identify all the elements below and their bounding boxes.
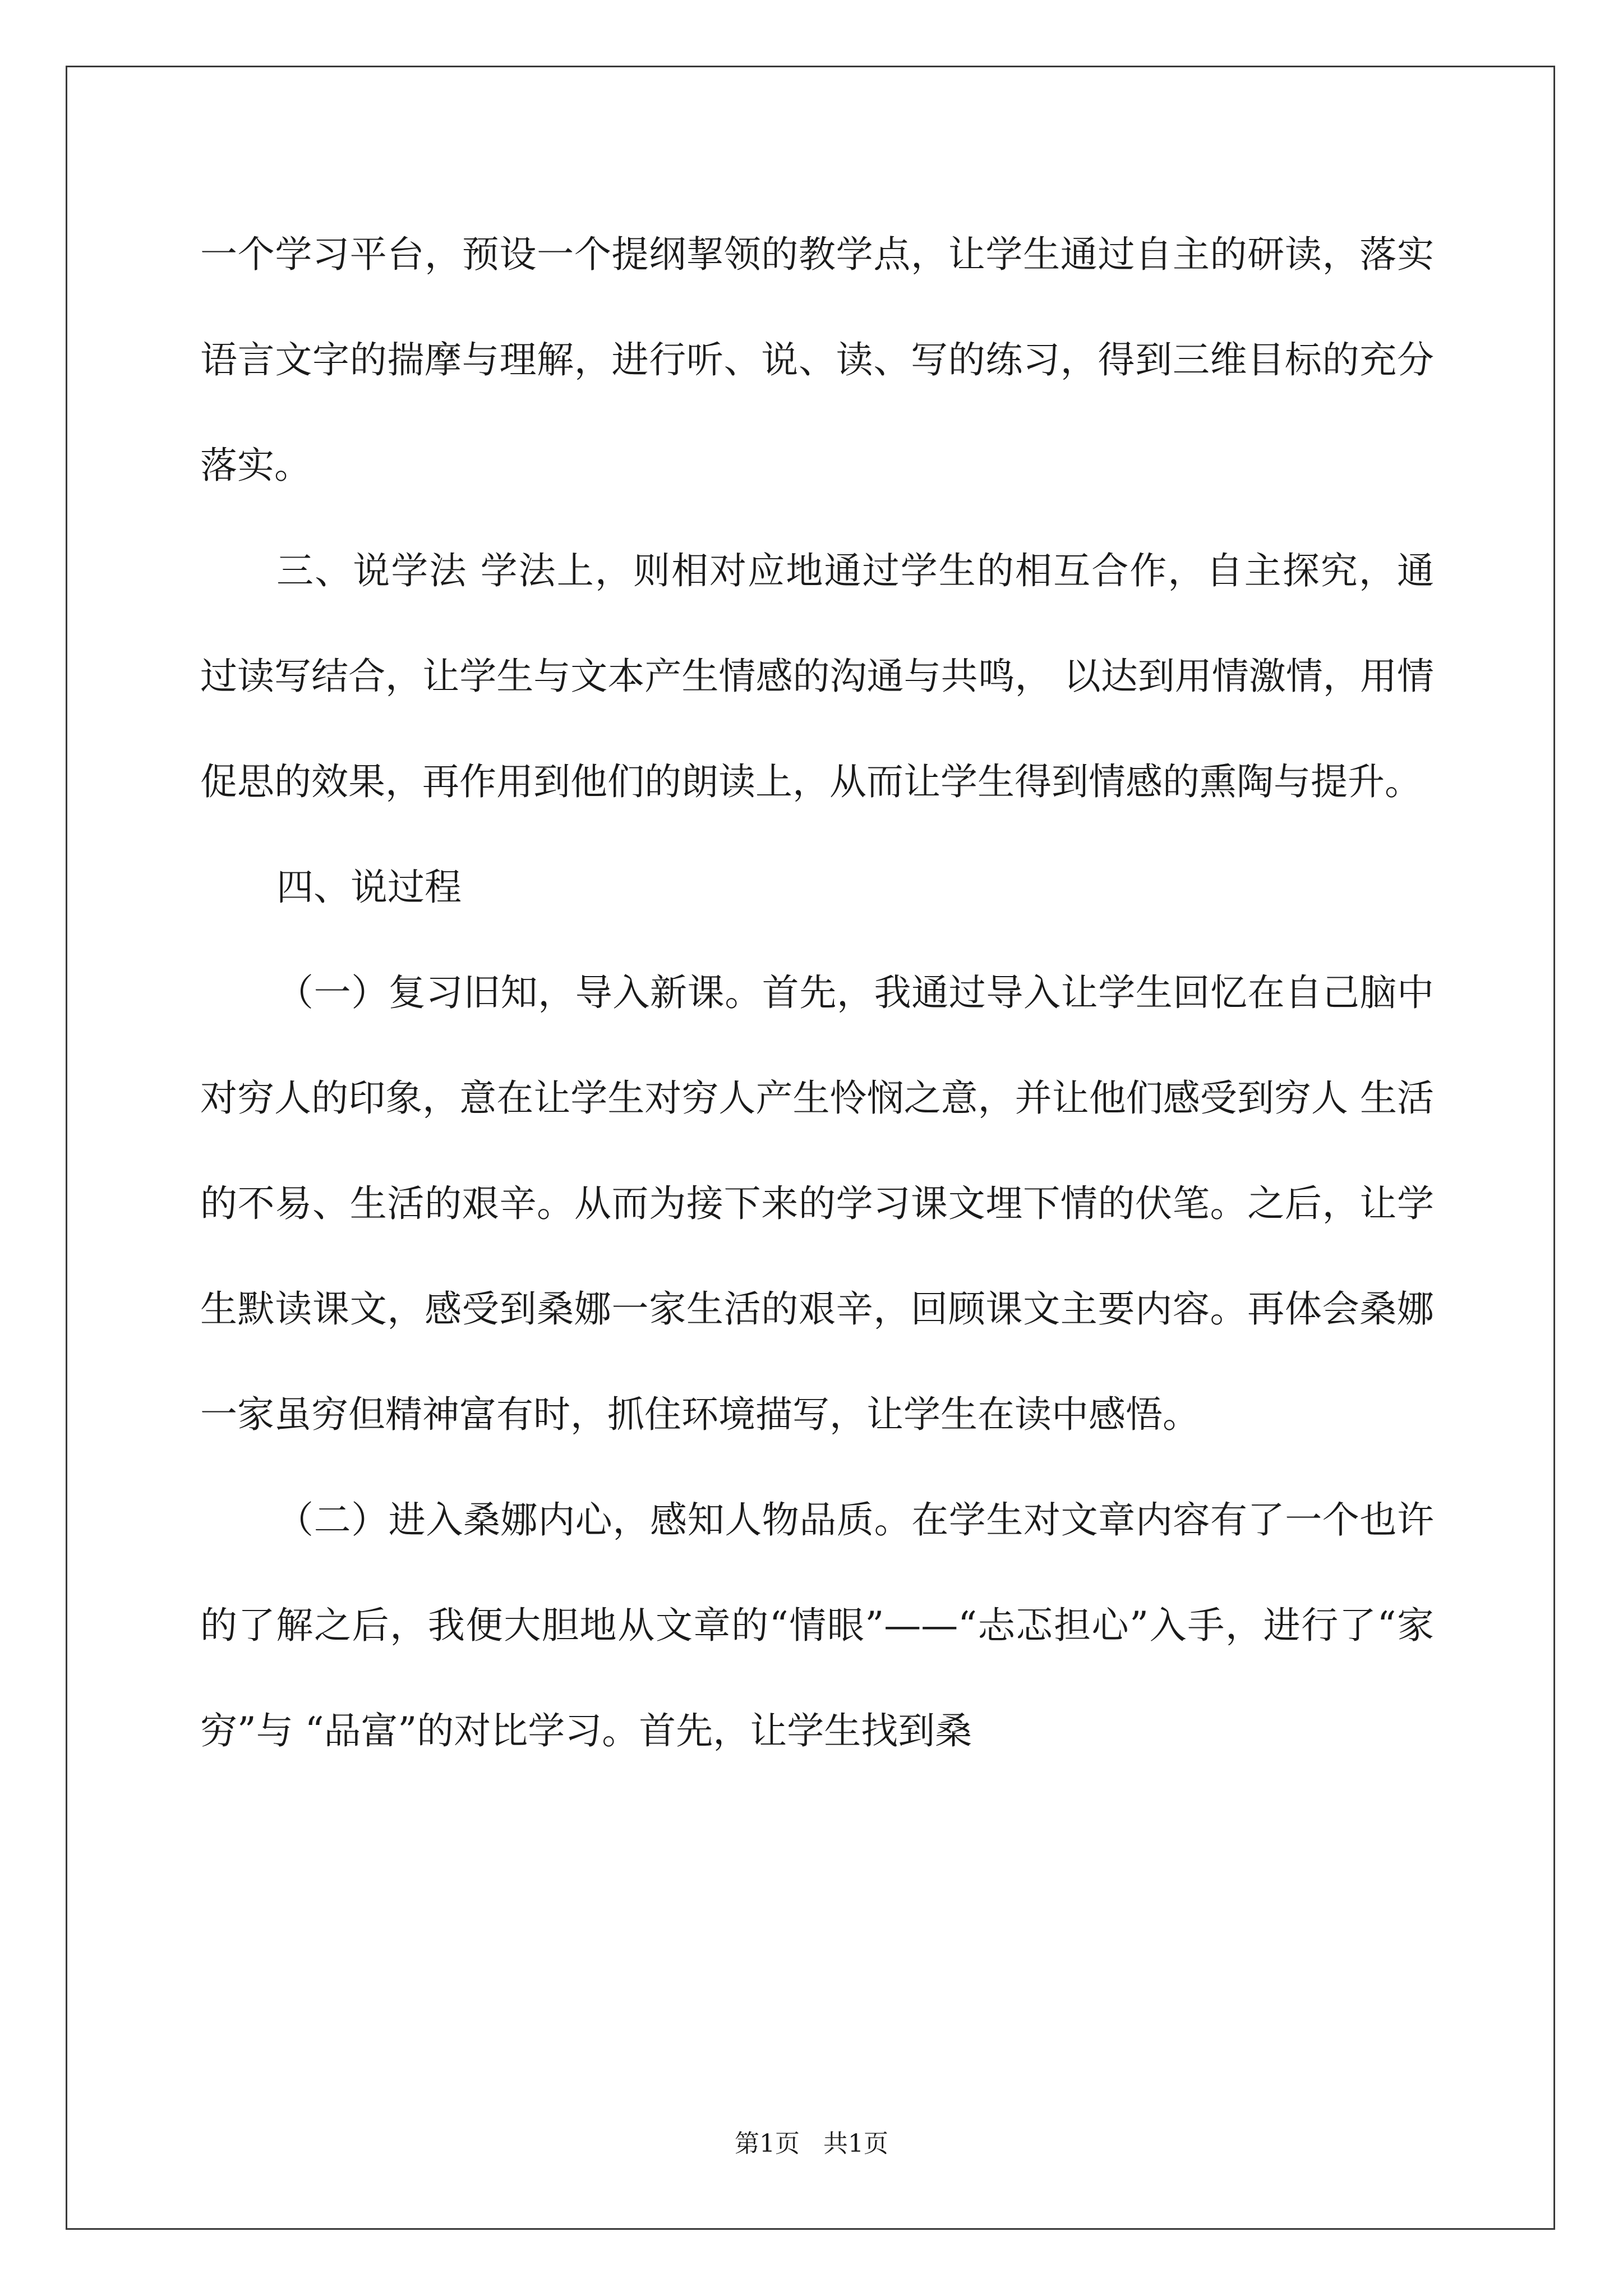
page-footer: [0, 2123, 1623, 2159]
paragraph-2: 三、说学法 学法上，则相对应地通过学生的相互合作，自主探究，通过读写结合，让学生与文本产生情感的沟通与共鸣， 以达到用情激情，用情促思的效果，再作用到他们的朗读上，从而让学生得到情感的熏陶与提升。: [200, 549, 1434, 803]
paragraph-1: 一个学习平台，预设一个提纲挈领的教学点，让学生通过自主的研读，落实语言文字的揣摩与理解，进行听、说、读、写的练习，得到三维目标的充分落实。: [200, 233, 1434, 487]
page-number: 第1页: [735, 2129, 800, 2158]
paragraph-4: （一）复习旧知，导入新课。首先，我通过导入让学生回忆在自己脑中对穷人的印象，意在让学生对穷人产生怜悯之意，并让他们感受到穷人 生活的不易、生活的艰辛。从而为接下来的学习课文埋下情的伏笔。之后，让学生默读课文，感受到桑娜一家生活的艰辛，回顾课文主要内容。再体会桑娜一家虽穷但精神富有时，抓住环境描写，让学生在读中感悟。: [200, 971, 1434, 1436]
paragraph-5: （二）进入桑娜内心，感知人物品质。在学生对文章内容有了一个也许的了解之后，我便大胆地从文章的“情眼”——“忐忑担心”入手，进行了“家穷”与 “品富”的对比学习。首先，让学生找到桑: [200, 1498, 1434, 1752]
paragraph-3: 四、说过程: [276, 866, 462, 909]
document-body: [200, 202, 1434, 1784]
page-total: 共1页: [823, 2129, 888, 2158]
